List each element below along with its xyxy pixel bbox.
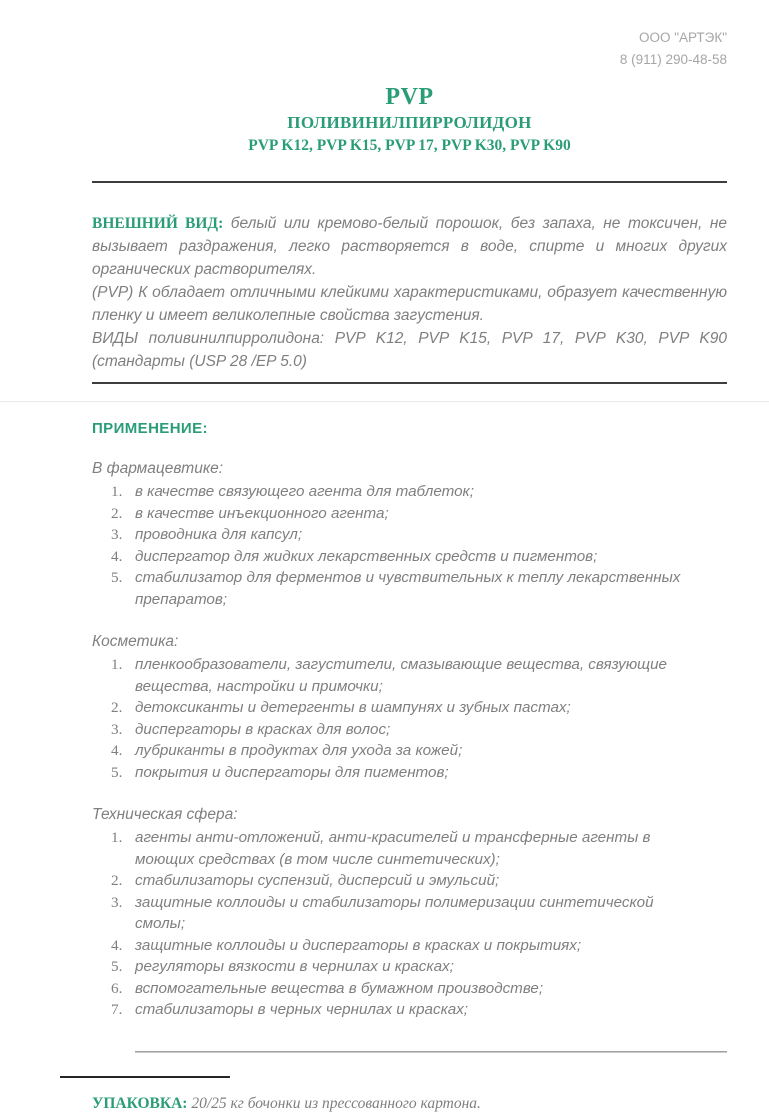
pharma-list bbox=[92, 481, 727, 610]
next-page-edge bbox=[60, 1076, 230, 1078]
divider-bottom bbox=[135, 1051, 727, 1053]
section-pharma-label: В фармацевтике: bbox=[92, 460, 224, 477]
list-item: проводника для капсул; bbox=[135, 526, 303, 543]
appearance-paragraph-1 bbox=[92, 212, 727, 281]
list-item: детоксиканты и детергенты в шампунях и зубных пастах; bbox=[135, 699, 571, 716]
list-item: в качестве связующего агента для таблеток; bbox=[135, 483, 474, 500]
title-block bbox=[92, 84, 727, 155]
page-separator bbox=[0, 401, 769, 402]
list-item: стабилизаторы в черных чернилах и красках; bbox=[135, 1001, 469, 1018]
appearance-text-1: белый или кремово-белый порошок, без запаха, не токсичен, не вызывает раздражения, легко растворяется в воде, спирте и многих других органических растворителях. bbox=[92, 215, 727, 278]
technical-list bbox=[92, 827, 727, 1021]
company-name: ООО "АРТЭК" bbox=[638, 30, 727, 45]
list-item: защитные коллоиды и диспергаторы в красках и покрытиях; bbox=[135, 936, 582, 954]
packaging-text: 20/25 кг бочонки из прессованного картона. bbox=[191, 1094, 481, 1112]
section-technical-label: Техническая сфера: bbox=[92, 806, 238, 823]
divider-top bbox=[92, 181, 727, 183]
list-item: защитные коллоиды и стабилизаторы полимеризации синтетической смолы; bbox=[135, 893, 654, 932]
packaging-section bbox=[92, 1093, 727, 1114]
list-item: вспомогательные вещества в бумажном производстве; bbox=[135, 979, 544, 997]
appearance-label: ВНЕШНИЙ ВИД: bbox=[92, 215, 224, 232]
list-item: регуляторы вязкости в чернилах и красках; bbox=[135, 958, 454, 975]
application-heading: ПРИМЕНЕНИЕ: bbox=[92, 420, 208, 437]
list-item: агенты анти-отложений, анти-красителей и трансферные агенты в моющих средствах (в том числе синтетических); bbox=[135, 829, 651, 868]
section-pharma bbox=[92, 458, 727, 610]
list-item: стабилизатор для ферментов и чувствительных к теплу лекарственных препаратов; bbox=[135, 569, 681, 608]
product-grades: PVP K12, PVP K15, PVP 17, PVP K30, PVP K90 bbox=[248, 137, 571, 154]
packaging-label: УПАКОВКА: bbox=[92, 1094, 188, 1112]
list-item: покрытия и диспергаторы для пигментов; bbox=[135, 763, 449, 781]
list-item: лубриканты в продуктах для ухода за кожей; bbox=[135, 742, 463, 759]
divider-middle bbox=[92, 382, 727, 384]
list-item: стабилизаторы суспензий, дисперсий и эмульсий; bbox=[135, 872, 500, 889]
list-item: диспергатор для жидких лекарственных средств и пигментов; bbox=[135, 547, 598, 565]
product-title: PVP bbox=[385, 84, 434, 110]
cosmetics-list bbox=[92, 654, 727, 783]
appearance-paragraph-3: ВИДЫ поливинилпирролидона: PVP K12, PVP K15, PVP 17, PVP K30, PVP K90 (стандарты (USP 28 /EP 5.0) bbox=[92, 330, 727, 370]
list-item: в качестве инъекционного агента; bbox=[135, 504, 389, 522]
list-item: пленкообразователи, загустители, смазывающие вещества, связующие вещества, настройки и примочки; bbox=[135, 656, 667, 695]
section-technical bbox=[92, 804, 727, 1021]
section-cosmetics-label: Косметика: bbox=[92, 633, 179, 650]
product-subtitle: ПОЛИВИНИЛПИРРОЛИДОН bbox=[287, 113, 532, 132]
section-cosmetics bbox=[92, 631, 727, 783]
list-item: диспергаторы в красках для волос; bbox=[135, 720, 391, 738]
appearance-section bbox=[92, 212, 727, 373]
appearance-paragraph-2: (PVP) К обладает отличными клейкими характеристиками, образует качественную пленку и имеет великолепные свойства загустения. bbox=[92, 284, 727, 324]
company-phone: 8 (911) 290-48-58 bbox=[619, 52, 727, 67]
letterhead bbox=[92, 0, 727, 71]
